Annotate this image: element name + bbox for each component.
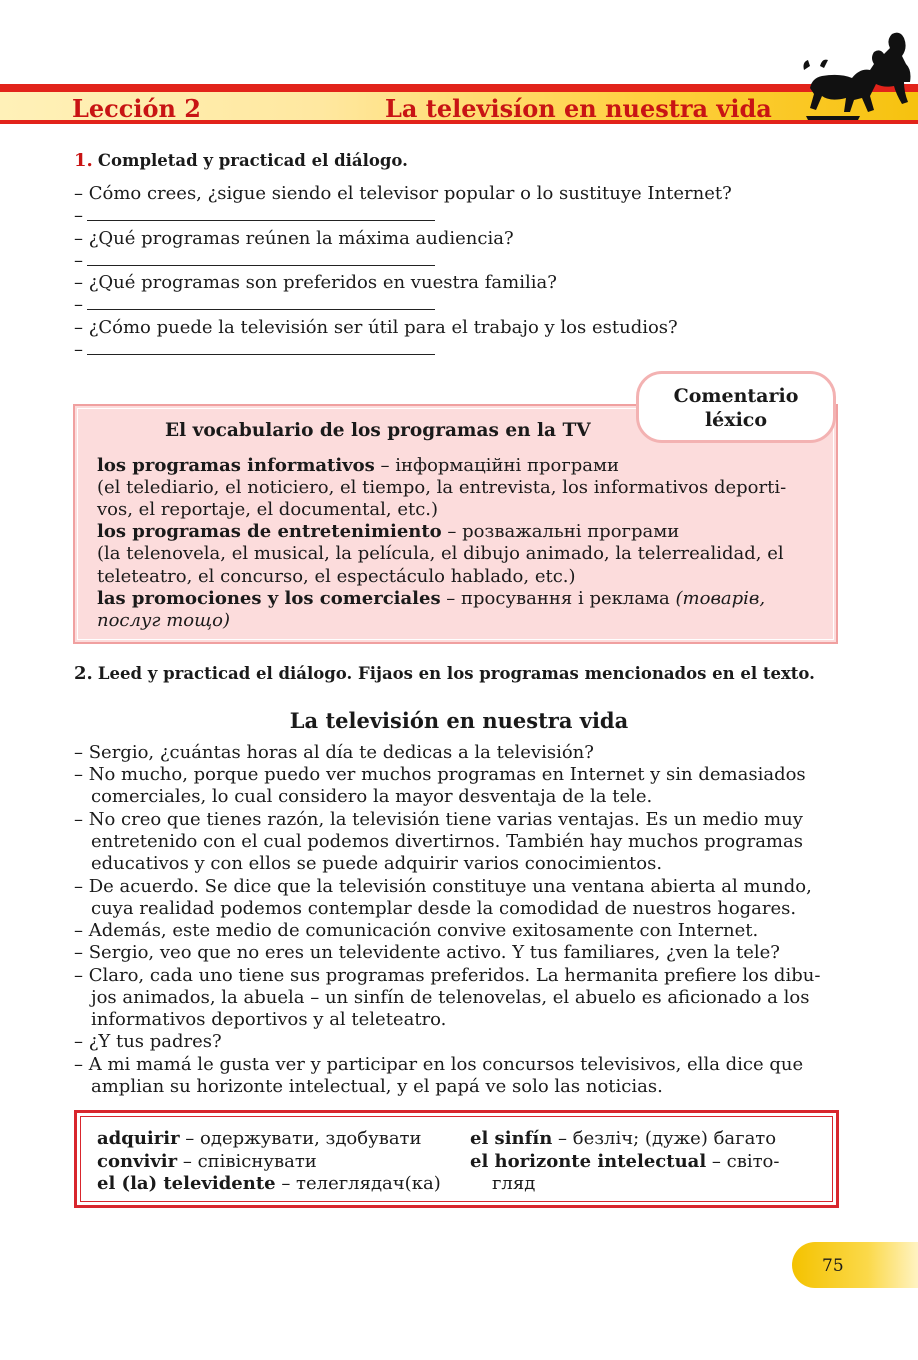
dialog-line: entretenido con el cual podemos divertirnos. También hay muchos programas	[91, 831, 803, 852]
exercise-1-number: 1.	[74, 150, 93, 171]
dialog-line: – ¿Y tus padres?	[74, 1031, 222, 1052]
dialog-line: cuya realidad podemos contemplar desde la comodidad de nuestros hogares.	[91, 898, 797, 919]
vocab-note: послуг тощо)	[97, 610, 231, 631]
answer-blank[interactable]: –	[74, 339, 435, 360]
answer-blank[interactable]: –	[74, 250, 435, 271]
exercise-2-number: 2.	[74, 663, 93, 684]
exercise-2-heading	[74, 663, 815, 684]
dialog-line: – Sergio, veo que no eres un televidente activo. Y tus familiares, ¿ven la tele?	[74, 942, 780, 963]
comment-line-1: Comentario	[673, 385, 799, 407]
exercise-2-instruction: Leed y practicad el diálogo. Fijaos en los programas mencionados en el texto.	[97, 664, 815, 683]
dialog-line: – Claro, cada uno tiene sus programas preferidos. La hermanita prefiere los dibu-	[74, 965, 821, 986]
vocab-examples: teleteatro, el concurso, el espectáculo hablado, etc.)	[97, 566, 576, 587]
page-number-tab	[792, 1242, 918, 1288]
glossary-entry-adquirir: adquirir – одержувати, здобувати	[97, 1128, 422, 1149]
reading-title: La televisión en nuestra vida	[289, 708, 629, 733]
dialog-line: – Además, este medio de comunicación convive exitosamente con Internet.	[74, 920, 759, 941]
vocab-entry-promociones: las promociones y los comerciales – просування і реклама (товарів,	[97, 588, 766, 609]
dialog-line: – De acuerdo. Se dice que la televisión constituye una ventana abierta al mundo,	[74, 876, 812, 897]
vocab-entry-informativos: los programas informativos – інформаційні програми	[97, 455, 620, 476]
vocab-examples: vos, el reportaje, el documental, etc.)	[97, 499, 439, 520]
dialog-line: – A mi mamá le gusta ver y participar en los concursos televisivos, ella dice que	[74, 1054, 804, 1075]
dialog-line: comerciales, lo cual considero la mayor desventaja de la tele.	[91, 786, 653, 807]
glossary-entry-horizonte: el horizonte intelectual – світо-	[470, 1151, 780, 1172]
comment-bubble	[636, 371, 836, 443]
answer-blank[interactable]: –	[74, 294, 435, 315]
vocabulary-title: El vocabulario de los programas en la TV	[165, 420, 591, 441]
page-number: 75	[822, 1256, 844, 1276]
vocab-examples: (la telenovela, el musical, la película, el dibujo animado, la telerrealidad, el	[97, 543, 784, 564]
lesson-title: La televisíon en nuestra vida	[385, 94, 772, 123]
dialog-question: – ¿Cómo puede la televisión ser útil para el trabajo y los estudios?	[74, 317, 678, 338]
dialog-line: informativos deportivos y al teleteatro.	[91, 1009, 447, 1030]
glossary-entry-horizonte-cont: гляд	[492, 1173, 536, 1194]
dialog-question: – ¿Qué programas reúnen la máxima audiencia?	[74, 228, 514, 249]
dialog-line: – No creo que tienes razón, la televisión tiene varias ventajas. Es un medio muy	[74, 809, 803, 830]
dialog-question: – Cómo crees, ¿sigue siendo el televisor popular o lo sustituye Internet?	[74, 183, 732, 204]
vocab-entry-entretenimiento: los programas de entretenimiento – розважальні програми	[97, 521, 680, 542]
exercise-1-heading	[74, 150, 408, 171]
glossary-entry-televidente: el (la) televidente – телеглядач(ка)	[97, 1173, 441, 1194]
glossary-entry-sinfin: el sinfín – безліч; (дуже) багато	[470, 1128, 777, 1149]
dialog-line: jos animados, la abuela – un sinfín de telenovelas, el abuelo es aficionado a los	[91, 987, 810, 1008]
dialog-line: educativos y con ellos se puede adquirir varios conocimientos.	[91, 853, 663, 874]
bullfighter-silhouette-icon	[800, 18, 918, 128]
dialog-question: – ¿Qué programas son preferidos en vuestra familia?	[74, 272, 557, 293]
dialog-line: – No mucho, porque puedo ver muchos programas en Internet y sin demasiados	[74, 764, 806, 785]
dialog-line: – Sergio, ¿cuántas horas al día te dedicas a la televisión?	[74, 742, 594, 763]
vocab-examples: (el telediario, el noticiero, el tiempo, la entrevista, los informativos deporti-	[97, 477, 787, 498]
answer-blank[interactable]: –	[74, 205, 435, 226]
header-stripe-top	[0, 84, 918, 92]
dialog-line: amplian su horizonte intelectual, y el papá ve solo las noticias.	[91, 1076, 663, 1097]
lesson-label: Lección 2	[72, 94, 201, 123]
comment-line-2: léxico	[704, 409, 768, 431]
glossary-entry-convivir: convivir – співіснувати	[97, 1151, 317, 1172]
exercise-1-instruction: Completad y practicad el diálogo.	[97, 151, 408, 170]
